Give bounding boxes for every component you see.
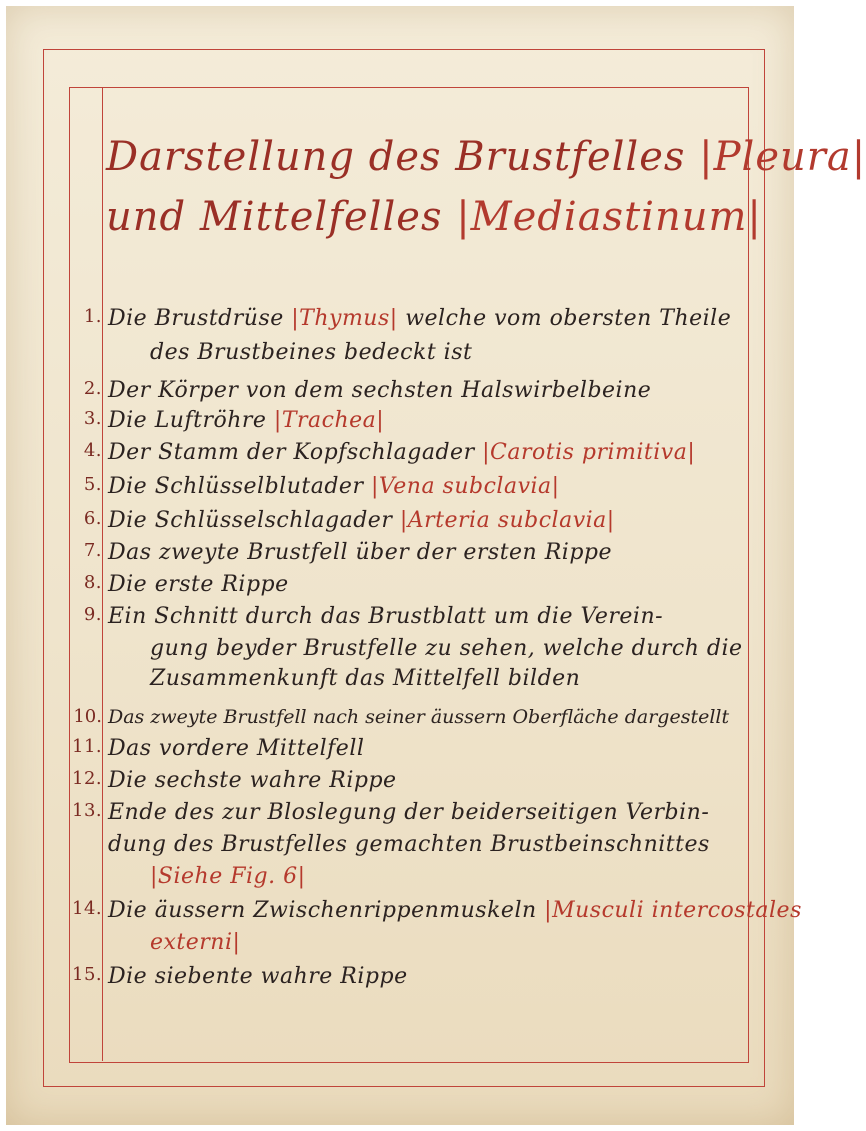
item-text: Der Körper von dem sechsten Halswirbelbeine xyxy=(108,378,652,403)
item-latin: Vena subclavia xyxy=(378,474,552,499)
title-german-2: und Mittelfelles xyxy=(106,194,443,240)
item-text: Das zweyte Brustfell über der ersten Rippe xyxy=(108,540,613,565)
item-latin: Musculi intercostales xyxy=(552,898,802,923)
item-continuation: Zusammenkunft das Mittelfell bilden xyxy=(150,666,581,691)
item-number: 13. xyxy=(72,800,103,821)
item-latin: Thymus xyxy=(299,306,390,331)
paper-sheet: Darstellung des Brustfelles |Pleura| und Mittelfelles |Mediastinum| 1. Die Brustdrüse |Thymus| welche vom obersten Theile des Brustbeines bedeckt ist 2. Der Körper von dem sechsten Halswirbelbeine 3. Die Luftröhre |Trachea| 4. Der Stamm der Kopfschlagader |Carotis primitiva| 5. Die Schlüsselblutader |Vena subclavia| 6. Die Schlüsselschlagader |Arteria subclavia| 7. Das zweyte Brustfell über der ersten Rippe 8. Die erste Rippe 9. Ein Schnitt durch das Brustblatt um die Verein- gung beyder Brustfelle zu sehen, welche durch die Zusammenkunft das Mittelfell bilden 10. Das zweyte Brustfell nach seiner äussern Oberfläche dargestellt 11. Das vordere Mittelfell 12. Die sechste wahre Rippe 13. Ende des zur Bloslegung der beiderseitigen Verbin- dung des Brustfelles gemachten Brustbeinschnittes |Siehe Fig. 6| 14. Die äussern Zwischenrippenmuskeln |Musculi intercostales externi| 15. Die siebente wahre Rippe xyxy=(6,6,794,1125)
item-text: Die Luftröhre |Trachea| xyxy=(108,408,385,433)
item-number: 6. xyxy=(83,508,102,529)
item-text: Die sechste wahre Rippe xyxy=(108,768,397,793)
item-text: Die Schlüsselschlagader |Arteria subclavia| xyxy=(108,508,615,533)
item-number: 3. xyxy=(83,408,102,429)
item-number: 15. xyxy=(72,964,103,985)
item-german: Die äussern Zwischenrippenmuskeln xyxy=(108,898,537,923)
item-text: Das vordere Mittelfell xyxy=(108,736,365,761)
item-text: Die äussern Zwischenrippenmuskeln |Musculi intercostales xyxy=(108,898,802,923)
item-text: Ein Schnitt durch das Brustblatt um die Verein- xyxy=(108,604,664,629)
item-number: 10. xyxy=(73,706,102,727)
item-number: 14. xyxy=(72,898,103,919)
item-latin: externi xyxy=(150,930,233,955)
item-german: Der Stamm der Kopfschlagader xyxy=(108,440,475,465)
item-german: Die Schlüsselschlagader xyxy=(108,508,393,533)
title-latin-2: Mediastinum xyxy=(470,194,748,240)
item-german: Die Brustdrüse xyxy=(108,306,284,331)
item-rest: welche vom obersten Theile xyxy=(405,306,732,331)
item-latin: Trachea xyxy=(281,408,377,433)
item-text: Der Stamm der Kopfschlagader |Carotis primitiva| xyxy=(108,440,696,465)
item-number: 4. xyxy=(83,440,102,461)
title-line-2: und Mittelfelles |Mediastinum| xyxy=(106,194,762,240)
number-margin-rule xyxy=(102,88,103,1061)
title-latin-1: Pleura xyxy=(713,134,852,180)
item-continuation: dung des Brustfelles gemachten Brustbeinschnittes xyxy=(108,832,710,857)
item-latin: Siehe Fig. 6 xyxy=(157,864,298,889)
item-text: Das zweyte Brustfell nach seiner äussern Oberfläche dargestellt xyxy=(108,706,730,728)
item-number: 9. xyxy=(83,604,102,625)
item-german: Die Luftröhre xyxy=(108,408,267,433)
item-number: 2. xyxy=(83,378,102,399)
item-text: Die Brustdrüse |Thymus| welche vom obersten Theile xyxy=(108,306,732,331)
title-line-1: Darstellung des Brustfelles |Pleura| xyxy=(106,134,866,180)
title-german-1: Darstellung des Brustfelles xyxy=(106,134,686,180)
item-text: Die erste Rippe xyxy=(108,572,289,597)
item-latin: Carotis primitiva xyxy=(490,440,688,465)
item-text: Ende des zur Bloslegung der beiderseitigen Verbin- xyxy=(108,800,710,825)
item-text: Die Schlüsselblutader |Vena subclavia| xyxy=(108,474,560,499)
item-latin: Arteria subclavia xyxy=(407,508,607,533)
item-number: 1. xyxy=(83,306,102,327)
item-number: 7. xyxy=(83,540,102,561)
item-number: 5. xyxy=(83,474,102,495)
item-continuation: gung beyder Brustfelle zu sehen, welche durch die xyxy=(150,636,743,661)
item-number: 8. xyxy=(83,572,102,593)
item-number: 12. xyxy=(72,768,103,789)
item-german: Die Schlüsselblutader xyxy=(108,474,364,499)
item-number: 11. xyxy=(72,736,103,757)
item-text: Die siebente wahre Rippe xyxy=(108,964,408,989)
item-continuation: des Brustbeines bedeckt ist xyxy=(150,340,473,365)
